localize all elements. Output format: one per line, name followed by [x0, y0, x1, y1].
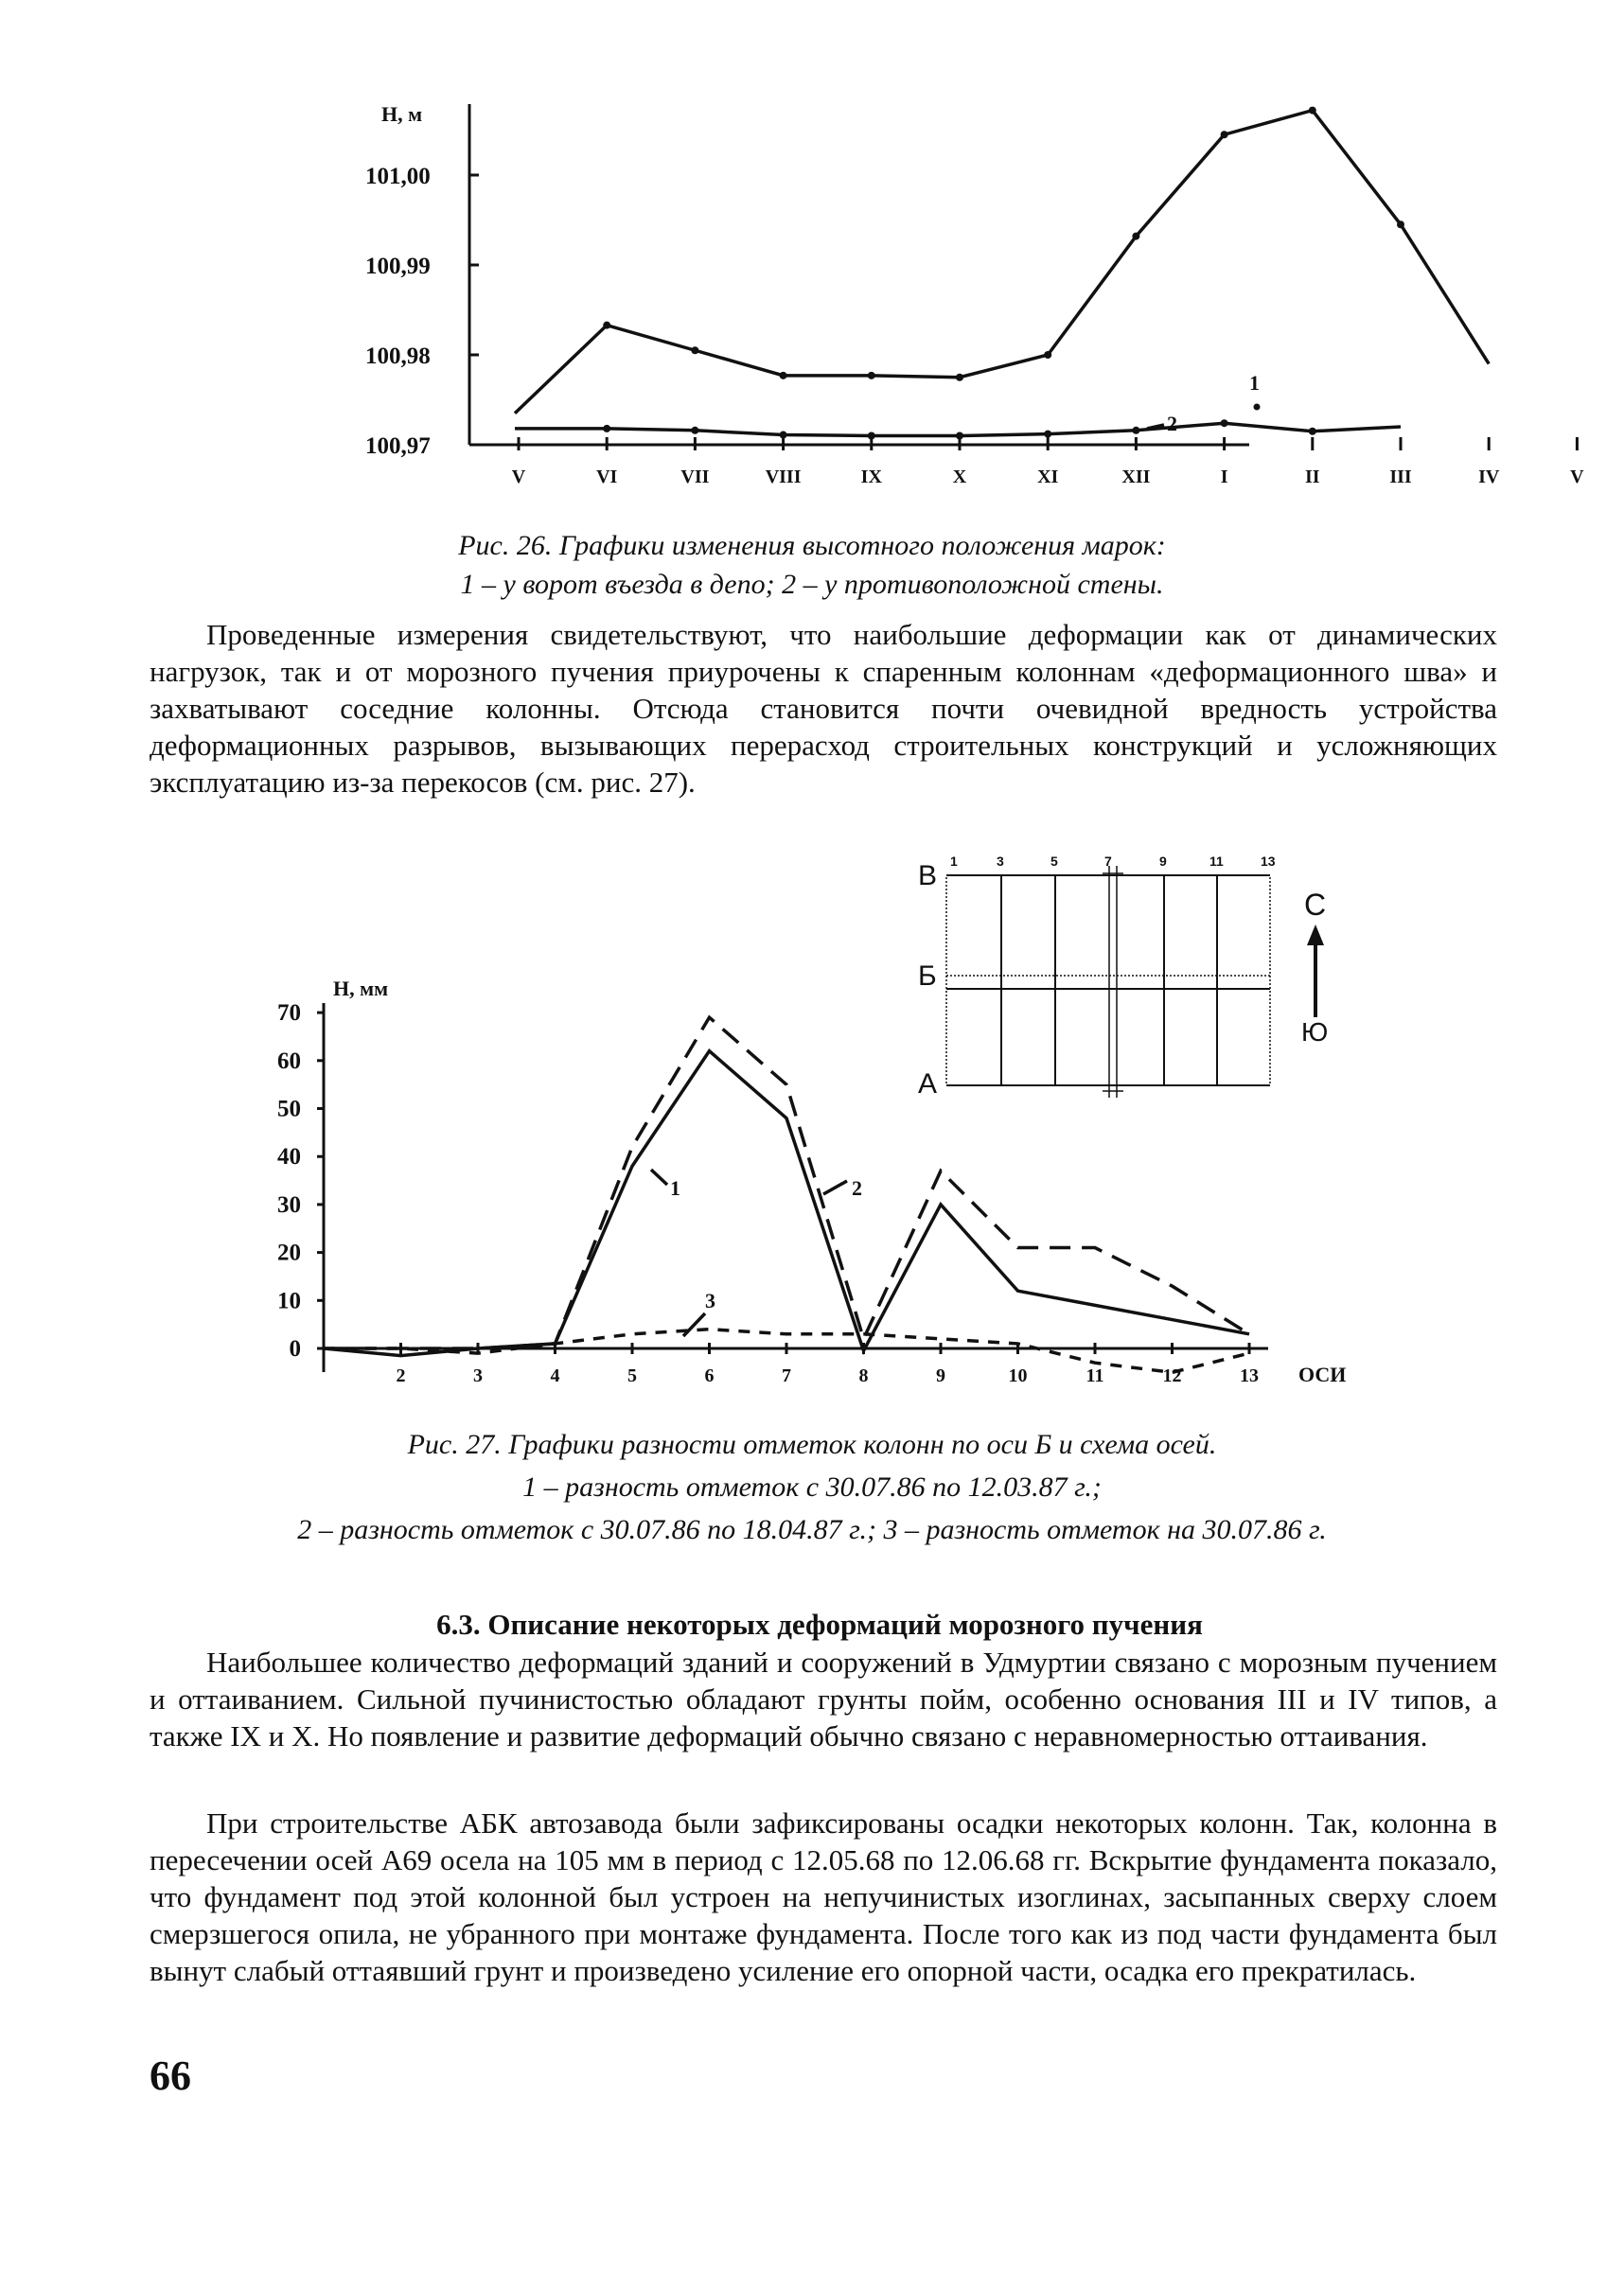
annotation-1: 1: [670, 1176, 680, 1200]
x-tick-label: 6: [704, 1365, 715, 1386]
y-tick-label: 60: [277, 1048, 301, 1074]
scheme-num-13: 13: [1261, 854, 1276, 869]
y-tick-label: 10: [277, 1288, 301, 1314]
scheme-num-3: 3: [997, 854, 1004, 869]
x-tick-label: XI: [1037, 467, 1059, 487]
y-axis-label: Н, м: [381, 102, 423, 126]
paragraph-frost-heave: Наибольшее количество деформаций зданий и сооружений в Удмуртии связано с морозным пучением и оттаиванием. Сильной пучинистостью обладают грунты пойм, особенно основания III и IV типов, а также IX и X. Но появление и развитие деформаций обычно связано с неравномерностью оттаивания.: [150, 1646, 1497, 1752]
figure-27-caption-line1: Рис. 27. Графики разности отметок колонн по оси Б и схема осей.: [407, 1429, 1217, 1460]
x-tick-label: 9: [936, 1365, 945, 1386]
x-tick-label: 3: [473, 1365, 483, 1386]
figure-26-caption-line2: 1 – у ворот въезда в депо; 2 – у противоположной стены.: [460, 569, 1164, 600]
series-1-label: 1: [1249, 371, 1260, 395]
x-tick-label: XII: [1121, 467, 1151, 487]
annotation-2: 2: [852, 1176, 862, 1200]
x-tick-label: 13: [1240, 1365, 1259, 1386]
annotation-2-leader: [823, 1181, 847, 1194]
scheme-row-a: А: [918, 1068, 938, 1100]
x-tick-label: II: [1305, 467, 1320, 487]
compass-north-label: С: [1304, 888, 1327, 922]
x-tick-label: 4: [550, 1365, 560, 1386]
x-tick-label: 2: [396, 1365, 406, 1386]
y-tick-label: 100,97: [365, 433, 431, 459]
x-tick-label: VIII: [765, 467, 802, 487]
section-heading: 6.3. Описание некоторых деформаций морозного пучения: [436, 1608, 1203, 1641]
scheme-num-7: 7: [1104, 854, 1112, 869]
figure-27-caption-line2: 1 – разность отметок с 30.07.86 по 12.03.87 г.;: [522, 1471, 1102, 1503]
y-tick-label: 50: [277, 1096, 301, 1122]
scheme-num-11: 11: [1209, 854, 1224, 869]
y-tick-label: 30: [277, 1191, 301, 1218]
scheme-num-9: 9: [1159, 854, 1167, 869]
y-tick-label: 0: [289, 1336, 301, 1362]
series-2-label: 2: [1167, 412, 1177, 435]
y-tick-label: 40: [277, 1144, 301, 1171]
scheme-row-v: В: [918, 860, 938, 891]
x-tick-label: 11: [1086, 1365, 1104, 1386]
x-tick-label: VI: [596, 467, 618, 487]
paragraph-measurements: Проведенные измерения свидетельствуют, что наибольшие деформации как от динамических нагрузок, так и от морозного пучения приурочены к спаренным колоннам «деформационного шва» и захватывают соседние колонны. Отсюда становится почти очевидной вредность устройства деформационных разрывов, вызывающих перерасход строительных конструкций и усложняющих эксплуатацию из-за перекосов (см. рис. 27).: [150, 618, 1497, 799]
x-tick-label: 12: [1162, 1365, 1182, 1386]
x-tick-label: IV: [1478, 467, 1500, 487]
y-tick-label: 20: [277, 1240, 301, 1266]
scheme-row-b: Б: [918, 960, 937, 992]
y-tick-label: 70: [277, 1000, 301, 1027]
series-2-line: [324, 1017, 1249, 1348]
x-tick-label: III: [1389, 467, 1412, 487]
x-tick-label: I: [1220, 467, 1228, 487]
x-tick-label: V: [1570, 467, 1584, 487]
figure-27-caption-line3: 2 – разность отметок с 30.07.86 по 18.04.87 г.; 3 – разность отметок на 30.07.86 г.: [297, 1514, 1327, 1545]
annotation-3-leader: [683, 1313, 705, 1336]
x-tick-label: V: [511, 467, 526, 487]
compass-south-label: Ю: [1301, 1017, 1329, 1047]
x-tick-label: 7: [782, 1365, 791, 1386]
page-number: 66: [150, 2052, 191, 2099]
x-tick-label: X: [952, 467, 967, 487]
x-tick-label: 8: [858, 1365, 869, 1386]
x-tick-label: 10: [1008, 1365, 1028, 1386]
x-tick-label: VII: [680, 467, 710, 487]
annotation-3: 3: [705, 1289, 715, 1312]
x-tick-label: 5: [627, 1365, 637, 1386]
figure-26-caption-line1: Рис. 26. Графики изменения высотного положения марок:: [458, 530, 1166, 561]
scheme-num-5: 5: [1050, 854, 1058, 869]
annotation-1-leader: [651, 1170, 667, 1185]
x-axis-label: ОСИ: [1298, 1363, 1347, 1386]
y-tick-label: 100,98: [365, 343, 431, 369]
paragraph-abk-plant: При строительстве АБК автозавода были зафиксированы осадки некоторых колонн. Так, колонна в пересечении осей А69 осела на 105 мм в период с 12.05.68 по 12.06.68 гг. Вскрытие фундамента показало, что фундамент под этой колонной был устроен на непучинистых изоглинах, засыпанных сверху слоем смерзшегося опила, не убранного при монтаже фундамента. После того как из под части фундамента был вынут слабый оттаявший грунт и произведено усиление его опорной части, осадка его прекратилась.: [150, 1806, 1497, 1987]
x-tick-label: IX: [860, 467, 882, 487]
y-tick-label: 100,99: [365, 254, 431, 279]
series-1-line: [324, 1051, 1249, 1356]
scheme-num-1: 1: [950, 854, 958, 869]
y-axis-label: Н, мм: [333, 977, 389, 1000]
y-tick-label: 101,00: [365, 164, 431, 189]
